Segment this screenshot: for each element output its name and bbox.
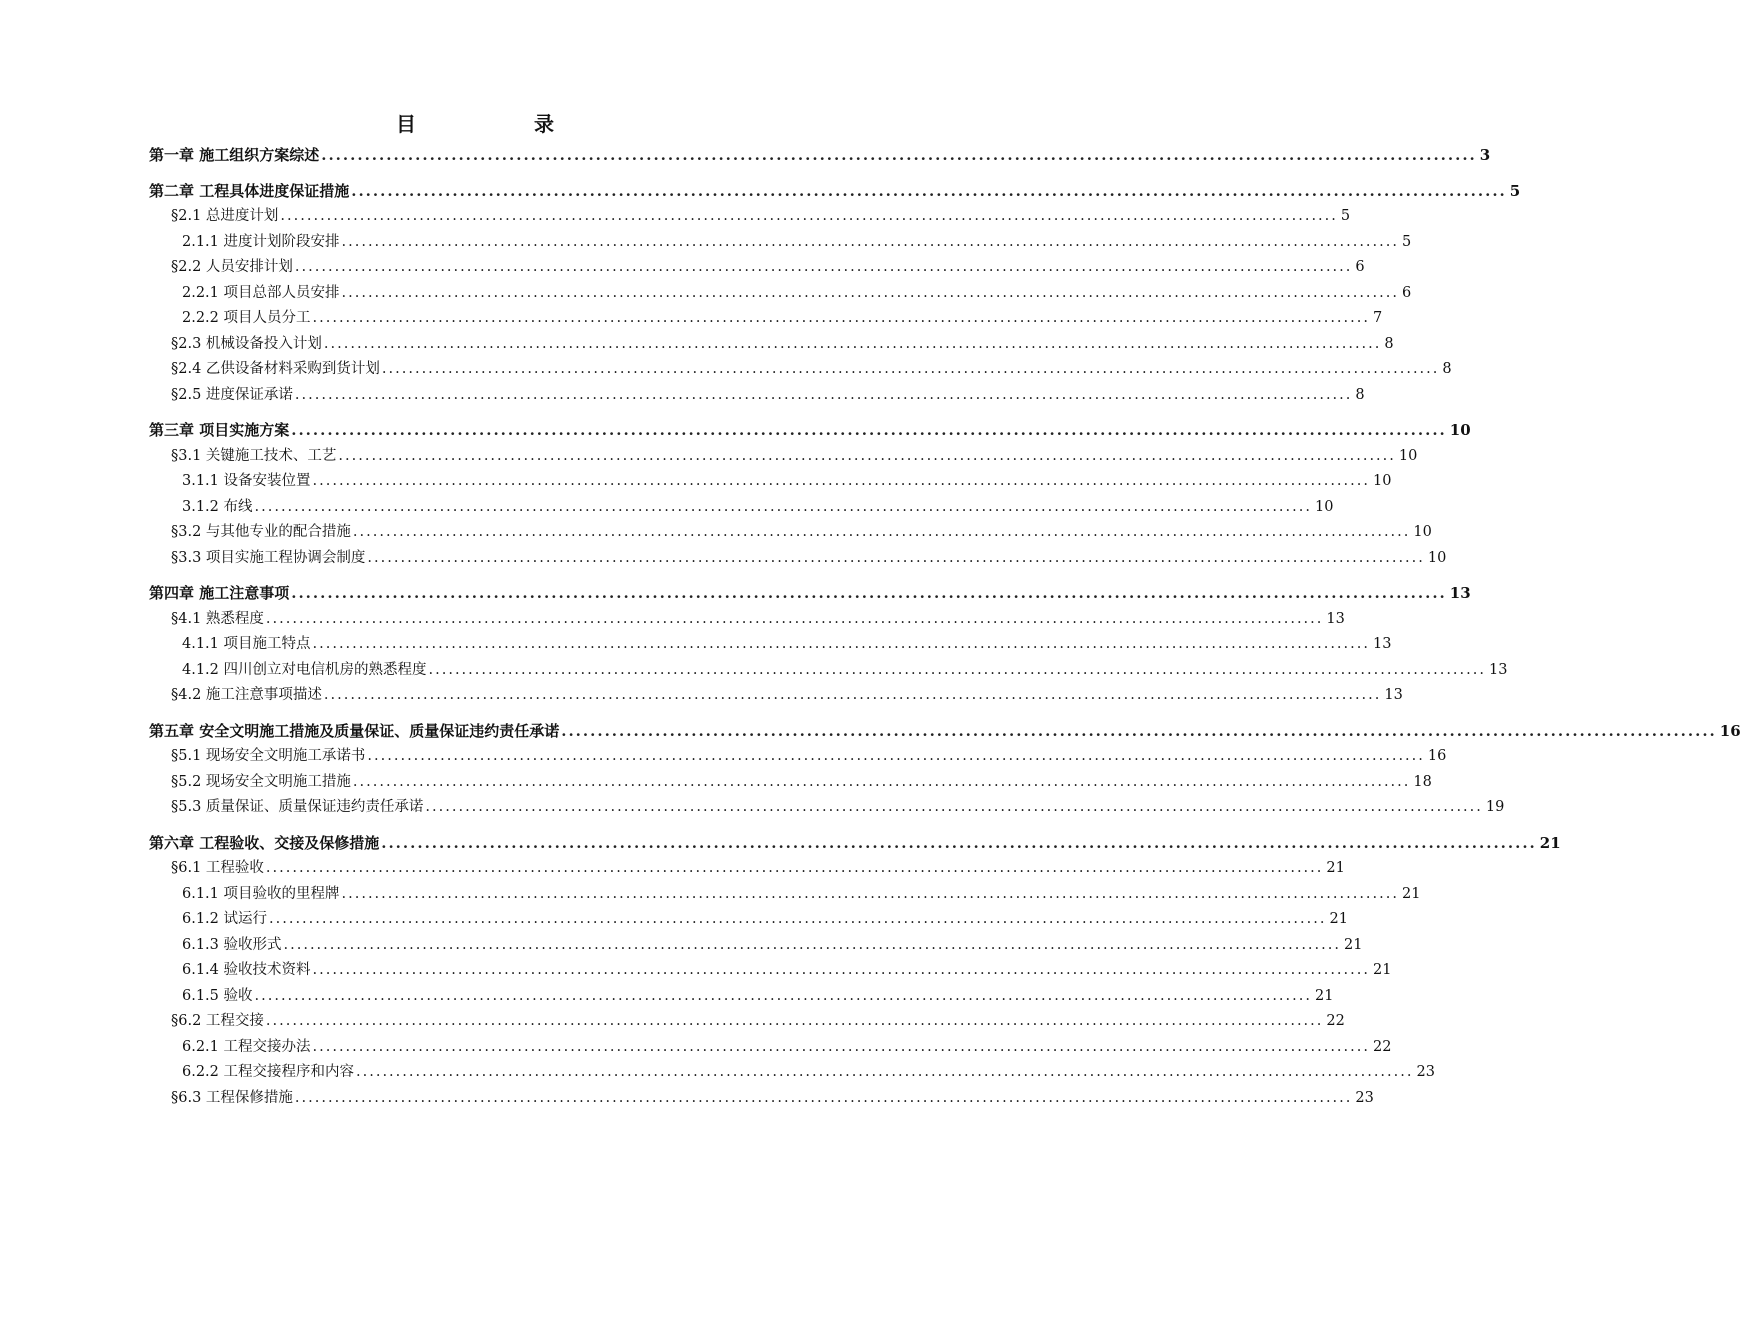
toc-entry-text: 6.1.3 验收形式 — [182, 936, 282, 953]
toc-entry-text: 2.2.2 项目人员分工 — [182, 310, 311, 326]
toc-dot-leader: ................................................................................................................................................................ — [312, 962, 1370, 978]
toc-page-number: 23 — [1355, 1089, 1374, 1106]
toc-entry-text: §2.3 机械设备投入计划 — [171, 335, 322, 352]
toc-page-number: 10 — [1449, 421, 1471, 439]
toc-page-number: 13 — [1384, 687, 1403, 703]
toc-entry-sec[interactable] — [149, 770, 1432, 796]
toc-dot-leader: ................................................................................................................................................................ — [294, 386, 1353, 403]
toc-entry-text: 第三章 项目实施方案 — [149, 421, 290, 439]
toc-dot-leader: ................................................................................................................................................................ — [341, 284, 1399, 301]
toc-page-number: 10 — [1398, 447, 1418, 464]
toc-entry-text: 4.1.1 项目施工特点 — [182, 636, 311, 652]
toc-dot-leader: ................................................................................................................................................................ — [321, 146, 1477, 164]
toc-page-number: 19 — [1485, 799, 1505, 815]
toc-dot-leader: ................................................................................................................................................................ — [561, 721, 1717, 740]
toc-page-number: 13 — [1326, 610, 1345, 627]
toc-page-number: 8 — [1355, 386, 1365, 403]
toc-entry-sec[interactable] — [149, 1086, 1374, 1112]
toc-page-number: 10 — [1413, 524, 1432, 540]
toc-page-number: 21 — [1343, 936, 1363, 953]
toc-entry-text: 第一章 施工组织方案综述 — [149, 146, 320, 164]
toc-entry-sub[interactable] — [149, 958, 1392, 984]
toc-entry-chapter[interactable] — [149, 831, 1561, 857]
toc-entry-sec[interactable] — [149, 383, 1365, 409]
toc-dot-leader: ................................................................................................................................................................ — [312, 1038, 1370, 1055]
toc-entry-sub[interactable] — [149, 230, 1412, 256]
toc-entry-text: 6.2.2 工程交接程序和内容 — [182, 1064, 355, 1080]
toc-page-number: 10 — [1372, 473, 1392, 489]
toc-entry-sub[interactable] — [149, 306, 1383, 332]
toc-dot-leader: ................................................................................................................................................................ — [291, 584, 1447, 602]
toc-entry-sub[interactable] — [149, 907, 1348, 933]
toc-dot-leader: ................................................................................................................................................................ — [269, 911, 1327, 927]
toc-page-number: 7 — [1372, 310, 1383, 326]
toc-dot-leader: ................................................................................................................................................................ — [254, 498, 1312, 515]
toc-page-number: 6 — [1401, 284, 1412, 301]
toc-page-number: 16 — [1719, 721, 1741, 740]
toc-entry-sec[interactable] — [149, 546, 1447, 572]
toc-dot-leader: ................................................................................................................................................................ — [338, 447, 1396, 464]
toc-entry-text: 4.1.2 四川创立对电信机房的熟悉程度 — [182, 661, 427, 678]
toc-dot-leader: ................................................................................................................................................................ — [265, 610, 1324, 627]
toc-dot-leader: ................................................................................................................................................................ — [254, 987, 1312, 1004]
toc-dot-leader: ................................................................................................................................................................ — [323, 687, 1382, 703]
toc-dot-leader: ................................................................................................................................................................ — [283, 936, 1341, 953]
toc-entry-sec[interactable] — [149, 444, 1418, 470]
toc-entry-sub[interactable] — [149, 984, 1334, 1010]
toc-dot-leader: ................................................................................................................................................................ — [341, 233, 1399, 250]
toc-entry-sec[interactable] — [149, 255, 1365, 281]
toc-entry-sec[interactable] — [149, 332, 1394, 358]
toc-entry-sub[interactable] — [149, 469, 1392, 495]
toc-dot-leader: ................................................................................................................................................................ — [312, 636, 1370, 652]
toc-entry-sec[interactable] — [149, 520, 1432, 546]
toc-page-number: 5 — [1401, 233, 1412, 250]
toc-dot-leader: ................................................................................................................................................................ — [312, 310, 1370, 326]
toc-page-number: 13 — [1449, 584, 1471, 602]
toc-entry-text: 3.1.2 布线 — [182, 498, 253, 515]
toc-entry-text: §6.3 工程保修措施 — [171, 1089, 293, 1106]
toc-page-number: 18 — [1413, 773, 1432, 790]
toc-dot-leader: ................................................................................................................................................................ — [291, 421, 1447, 439]
toc-entry-text: 第四章 施工注意事项 — [149, 584, 290, 602]
toc-page-number: 10 — [1314, 498, 1334, 515]
toc-entry-text: §5.3 质量保证、质量保证违约责任承诺 — [171, 799, 424, 815]
toc-dot-leader: ................................................................................................................................................................ — [367, 549, 1425, 566]
toc-dot-leader: ................................................................................................................................................................ — [294, 1089, 1353, 1106]
toc-page-number: 13 — [1372, 636, 1392, 652]
toc-entry-sec[interactable] — [149, 357, 1452, 383]
toc-entry-sec[interactable] — [149, 204, 1351, 230]
toc-entry-text: 6.1.5 验收 — [182, 987, 253, 1004]
toc-entry-text: 2.1.1 进度计划阶段安排 — [182, 233, 340, 250]
toc-entry-text: §3.2 与其他专业的配合措施 — [171, 524, 351, 540]
toc-page-number: 23 — [1416, 1064, 1435, 1080]
toc-entry-text: §2.5 进度保证承诺 — [171, 386, 293, 403]
toc-entry-chapter[interactable] — [149, 418, 1471, 444]
toc-entry-sub[interactable] — [149, 658, 1508, 684]
toc-page-number: 21 — [1372, 962, 1392, 978]
toc-dot-leader: ................................................................................................................................................................ — [351, 181, 1507, 200]
toc-entry-text: §3.3 项目实施工程协调会制度 — [171, 549, 366, 566]
toc-dot-leader: ................................................................................................................................................................ — [381, 833, 1537, 852]
toc-entry-sec[interactable] — [149, 795, 1505, 821]
toc-page-number: 3 — [1479, 146, 1491, 164]
toc-entry-sec[interactable] — [149, 607, 1345, 633]
table-of-contents — [149, 143, 1741, 1111]
toc-entry-chapter[interactable] — [149, 719, 1741, 745]
toc-dot-leader: ................................................................................................................................................................ — [425, 799, 1483, 815]
toc-entry-chapter[interactable] — [149, 179, 1521, 205]
toc-page-number: 21 — [1314, 987, 1334, 1004]
toc-page-number: 10 — [1427, 549, 1447, 566]
toc-entry-chapter[interactable] — [149, 143, 1491, 169]
toc-dot-leader: ................................................................................................................................................................ — [265, 860, 1324, 876]
toc-dot-leader: ................................................................................................................................................................ — [312, 473, 1370, 489]
toc-dot-leader: ................................................................................................................................................................ — [352, 524, 1411, 540]
toc-entry-text: 2.2.1 项目总部人员安排 — [182, 284, 340, 301]
toc-entry-text: 6.2.1 工程交接办法 — [182, 1038, 311, 1055]
toc-page-number: 5 — [1340, 208, 1351, 224]
toc-dot-leader: ................................................................................................................................................................ — [356, 1064, 1414, 1080]
toc-dot-leader: ................................................................................................................................................................ — [341, 885, 1399, 902]
toc-entry-text: 6.1.1 项目验收的里程牌 — [182, 885, 340, 902]
toc-entry-text: §6.1 工程验收 — [171, 860, 264, 876]
toc-page-number: 16 — [1427, 748, 1447, 764]
toc-entry-sub[interactable] — [149, 882, 1421, 908]
toc-entry-sec[interactable] — [149, 1009, 1345, 1035]
toc-entry-text: 3.1.1 设备安装位置 — [182, 473, 311, 489]
toc-page-number: 6 — [1355, 259, 1365, 275]
toc-entry-text: 6.1.4 验收技术资料 — [182, 962, 311, 978]
toc-page-number: 21 — [1329, 911, 1348, 927]
toc-dot-leader: ................................................................................................................................................................ — [265, 1013, 1324, 1029]
toc-dot-leader: ................................................................................................................................................................ — [280, 208, 1338, 224]
toc-page-number: 22 — [1326, 1013, 1345, 1029]
toc-title: 目 录 — [396, 112, 580, 136]
toc-dot-leader: ................................................................................................................................................................ — [294, 259, 1353, 275]
toc-entry-text: 第六章 工程验收、交接及保修措施 — [149, 833, 380, 852]
toc-entry-sub[interactable] — [149, 281, 1412, 307]
toc-entry-text: §5.2 现场安全文明施工措施 — [171, 773, 351, 790]
toc-page-number: 5 — [1509, 181, 1521, 200]
toc-page-number: 21 — [1539, 833, 1561, 852]
toc-dot-leader: ................................................................................................................................................................ — [367, 748, 1425, 764]
toc-entry-text: §2.2 人员安排计划 — [171, 259, 293, 275]
toc-page-number: 8 — [1442, 361, 1452, 377]
toc-entry-text: §2.4 乙供设备材料采购到货计划 — [171, 361, 380, 377]
toc-entry-sec[interactable] — [149, 744, 1447, 770]
toc-dot-leader: ................................................................................................................................................................ — [428, 661, 1486, 678]
toc-entry-text: 6.1.2 试运行 — [182, 911, 268, 927]
toc-entry-text: §6.2 工程交接 — [171, 1013, 264, 1029]
toc-dot-leader: ................................................................................................................................................................ — [381, 361, 1440, 377]
toc-entry-sub[interactable] — [149, 1060, 1435, 1086]
toc-entry-text: §2.1 总进度计划 — [171, 208, 279, 224]
toc-dot-leader: ................................................................................................................................................................ — [323, 335, 1382, 352]
toc-entry-text: §4.1 熟悉程度 — [171, 610, 264, 627]
toc-entry-text: §5.1 现场安全文明施工承诺书 — [171, 748, 366, 764]
toc-entry-sub[interactable] — [149, 933, 1363, 959]
toc-entry-sub[interactable] — [149, 1035, 1392, 1061]
toc-entry-sub[interactable] — [149, 495, 1334, 521]
toc-entry-chapter[interactable] — [149, 581, 1471, 607]
toc-page-number: 13 — [1488, 661, 1508, 678]
toc-entry-text: 第五章 安全文明施工措施及质量保证、质量保证违约责任承诺 — [149, 721, 560, 740]
toc-page-number: 21 — [1326, 860, 1345, 876]
toc-entry-sub[interactable] — [149, 632, 1392, 658]
toc-page-number: 22 — [1372, 1038, 1392, 1055]
toc-entry-sec[interactable] — [149, 856, 1345, 882]
toc-page-number: 21 — [1401, 885, 1421, 902]
toc-page-number: 8 — [1384, 335, 1394, 352]
toc-dot-leader: ................................................................................................................................................................ — [352, 773, 1411, 790]
toc-entry-text: §4.2 施工注意事项描述 — [171, 687, 322, 703]
toc-entry-text: 第二章 工程具体进度保证措施 — [149, 181, 350, 200]
toc-entry-text: §3.1 关键施工技术、工艺 — [171, 447, 337, 464]
toc-entry-sec[interactable] — [149, 683, 1403, 709]
